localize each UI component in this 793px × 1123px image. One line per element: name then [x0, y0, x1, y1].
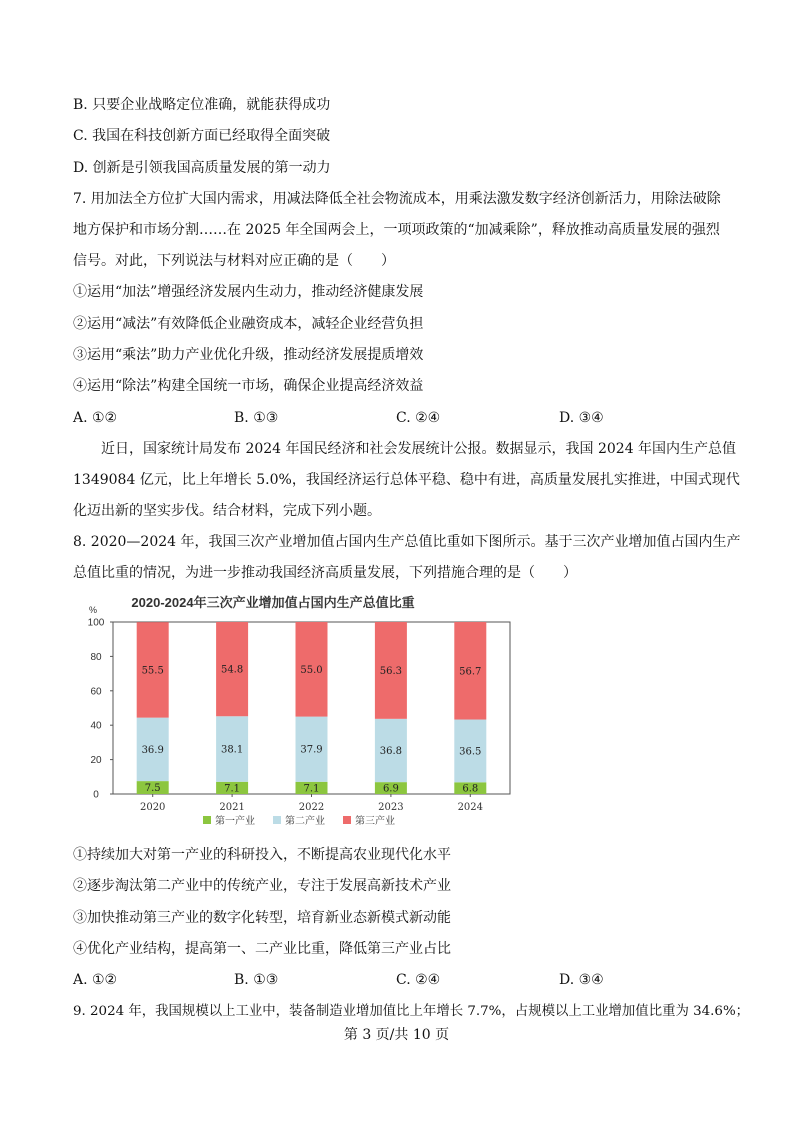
q9-stem-line-1: 9. 2024 年，我国规模以上工业中，装备制造业增加值比上年增长 7.7%，占规模以上工业增加值比重为 34.6%；: [73, 1004, 750, 1019]
x-tick-label: 2021: [219, 802, 245, 813]
material-line-3: 化迈出新的坚实步伐。结合材料，完成下列小题。: [73, 503, 381, 519]
q8-option-b: B. ①③: [234, 972, 279, 988]
material-line-2: 1349084 亿元，比上年增长 5.0%，我国经济运行总体平稳、稳中有进，高质量发展扎实推进，中国式现代: [73, 472, 740, 488]
material-line-1: 近日，国家统计局发布 2024 年国民经济和社会发展统计公报。数据显示，我国 2024 年国内生产总值: [73, 441, 737, 457]
x-tick-label: 2022: [298, 802, 325, 813]
q7-statement-2: ②运用“减法”有效降低企业融资成本，减轻企业经营负担: [73, 316, 424, 332]
q7-option-d: D. ③④: [559, 410, 604, 426]
q8-option-d: D. ③④: [559, 972, 604, 988]
bar-value-label: 7.1: [303, 783, 320, 795]
y-tick-label: 20: [90, 755, 102, 767]
legend-label: 第三产业: [355, 816, 395, 827]
y-tick-label: 60: [90, 686, 102, 698]
q7-option-a: A. ①②: [73, 410, 118, 426]
q6-option-b: B. 只要企业战略定位准确，就能获得成功: [73, 97, 331, 113]
y-tick-label: 100: [87, 617, 105, 629]
bar-value-label: 54.8: [220, 664, 244, 676]
industry-share-chart: [73, 592, 543, 837]
q7-stem-line-2: 地方保护和市场分割……在 2025 年全国两会上，一项项政策的“加减乘除”，释放推动高质量发展的强烈: [73, 222, 720, 238]
q8-stem-line-2: 总值比重的情况，为进一步推动我国经济高质量发展，下列措施合理的是（ ）: [73, 565, 577, 581]
x-tick-label: 2020: [139, 802, 166, 813]
bar-value-label: 6.8: [462, 783, 479, 795]
bar-value-label: 56.3: [379, 665, 403, 677]
q8-options: [73, 970, 693, 990]
bar-value-label: 37.9: [300, 744, 323, 756]
bar-value-label: 36.8: [379, 745, 403, 757]
legend-label: 第一产业: [215, 816, 255, 827]
q7-stem-line-1: 7. 用加法全方位扩大国内需求，用减法降低全社会物流成本，用乘法激发数字经济创新活力，用除法破除: [73, 191, 721, 207]
legend-swatch: [203, 816, 211, 824]
q8-option-c: C. ②④: [396, 972, 441, 988]
q7-statement-3: ③运用“乘法”助力产业优化升级，推动经济发展提质增效: [73, 347, 424, 363]
y-tick-label: 80: [90, 651, 102, 663]
y-tick-label: 0: [93, 789, 99, 801]
q7-options: [73, 408, 693, 428]
q8-statement-4: ④优化产业结构，提高第一、二产业比重，降低第三产业占比: [73, 941, 451, 957]
q8-statement-3: ③加快推动第三产业的数字化转型，培育新业态新模式新动能: [73, 910, 451, 926]
bar-value-label: 55.0: [300, 664, 323, 676]
q7-stem-line-3: 信号。对此，下列说法与材料对应正确的是（ ）: [73, 253, 395, 269]
legend-swatch: [343, 816, 351, 824]
x-tick-label: 2023: [378, 802, 404, 813]
bar-value-label: 56.7: [459, 666, 482, 678]
q7-statement-1: ①运用“加法”增强经济发展内生动力，推动经济健康发展: [73, 284, 424, 300]
bar-value-label: 55.5: [141, 665, 164, 677]
page-footer: 第 3 页/共 10 页: [343, 1027, 450, 1043]
q8-stem-line-1: 8. 2020—2024 年，我国三次产业增加值占国内生产总值比重如下图所示。基于三次产业增加值占国内生产: [73, 534, 741, 550]
q6-option-d: D. 创新是引领我国高质量发展的第一动力: [73, 160, 331, 176]
bar-value-label: 36.9: [141, 744, 164, 756]
bar-value-label: 38.1: [220, 744, 244, 756]
bar-value-label: 7.1: [224, 783, 241, 795]
q7-statement-4: ④运用“除法”构建全国统一市场，确保企业提高经济效益: [73, 378, 424, 394]
bar-value-label: 36.5: [459, 746, 482, 758]
y-axis-unit: %: [88, 605, 98, 615]
y-tick-label: 40: [90, 720, 102, 732]
q7-option-b: B. ①③: [234, 410, 279, 426]
q7-option-c: C. ②④: [396, 410, 441, 426]
q8-statement-1: ①持续加大对第一产业的科研投入，不断提高农业现代化水平: [73, 847, 451, 863]
bar-value-label: 7.5: [144, 783, 161, 795]
chart-title: 2020-2024年三次产业增加值占国内生产总值比重: [131, 595, 415, 610]
q8-option-a: A. ①②: [73, 972, 118, 988]
legend-label: 第二产业: [285, 816, 325, 827]
legend-swatch: [273, 816, 281, 824]
q8-statement-2: ②逐步淘汰第二产业中的传统产业，专注于发展高新技术产业: [73, 878, 451, 894]
bar-value-label: 6.9: [382, 783, 399, 795]
q6-option-c: C. 我国在科技创新方面已经取得全面突破: [73, 128, 331, 144]
x-tick-label: 2024: [457, 802, 484, 813]
